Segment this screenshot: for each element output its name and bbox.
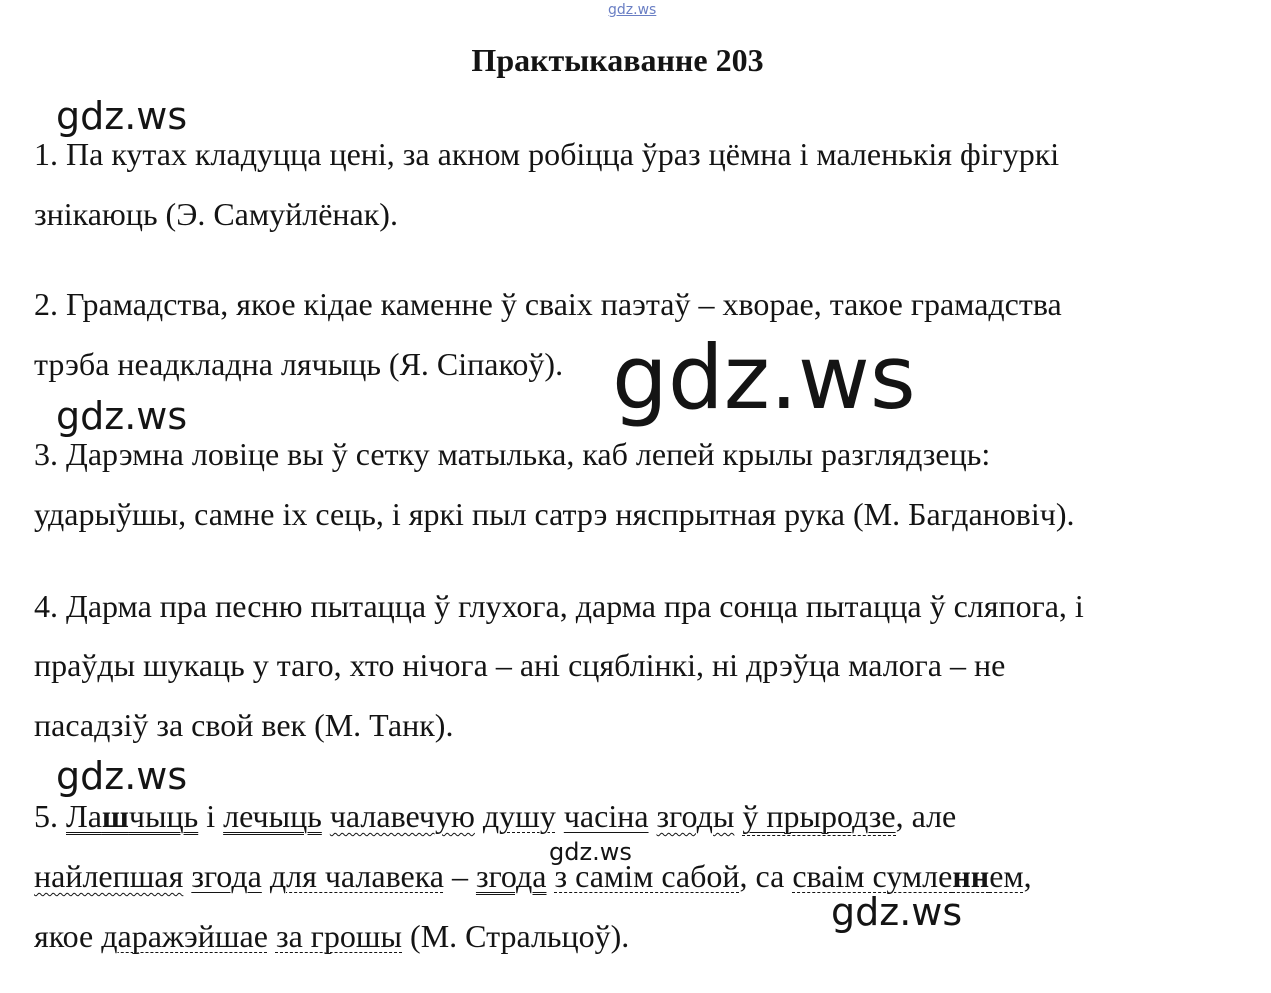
text-fragment: якое: [34, 918, 94, 954]
watermark: gdz.ws: [56, 94, 188, 138]
exercise-sentence-1-line-1: 1. Па кутах кладуцца цені, за акном робіцца ўраз цёмна і маленькія фігуркі: [34, 136, 1060, 172]
sentence-number: 5.: [34, 798, 58, 834]
page-title: Практыкаванне 203: [471, 42, 764, 78]
predicate-underlined: згода: [475, 858, 547, 894]
object-underlined: душу: [482, 798, 556, 834]
subject-underlined: часіна: [563, 798, 649, 834]
watermark: gdz.ws: [56, 754, 188, 798]
attribute-underlined: згоды: [656, 798, 735, 834]
exercise-sentence-1-line-2: знікаюць (Э. Самуйлёнак).: [34, 196, 398, 232]
conjunction: і: [206, 798, 216, 834]
predicate-underlined: лечыць: [223, 798, 322, 834]
exercise-sentence-2-line-1: 2. Грамадства, якое кідае каменне ў сваіх паэтаў – хворае, такое грамадства: [34, 286, 1062, 322]
watermark: gdz.ws: [56, 394, 188, 438]
adverbial-underlined: ў прыродзе: [742, 798, 896, 834]
attribute-underlined: чалавечую: [329, 798, 475, 834]
text-fragment: , але: [895, 798, 957, 834]
exercise-sentence-4-line-2: праўды шукаць у таго, хто нічога – ані сцяблінкі, ні дрэўца малога – не: [34, 647, 1006, 683]
object-underlined: за грошы: [275, 918, 403, 954]
object-underlined: даражэйшае: [101, 918, 268, 954]
dash: –: [451, 858, 468, 894]
watermark-top: gdz.ws: [608, 2, 657, 18]
exercise-sentence-4-line-1: 4. Дарма пра песню пытацца ў глухога, дарма пра сонца пытацца ў сляпога, і: [34, 588, 1084, 624]
object-underlined: сваім сумленнем: [792, 858, 1024, 894]
text-fragment: , са: [739, 858, 785, 894]
predicate-underlined: Лашчыць: [66, 798, 199, 834]
watermark: gdz.ws: [831, 890, 963, 934]
object-underlined: з самім сабой: [554, 858, 740, 894]
exercise-sentence-3-line-1: 3. Дарэмна ловіце вы ў сетку матылька, каб лепей крылы разглядзець:: [34, 436, 991, 472]
watermark-small: gdz.ws: [549, 838, 632, 866]
exercise-sentence-5-line-1: [34, 798, 956, 835]
text-fragment: (М. Стральцоў).: [410, 918, 630, 954]
object-underlined: для чалавека: [269, 858, 444, 894]
watermark-large: gdz.ws: [612, 326, 916, 429]
exercise-sentence-5-line-3: [34, 918, 629, 955]
exercise-sentence-3-line-2: ударыўшы, самне іх сець, і яркі пыл сатрэ няспрытная рука (М. Багдановіч).: [34, 496, 1075, 532]
subject-underlined: згода: [191, 858, 262, 894]
attribute-underlined: найлепшая: [34, 858, 184, 894]
exercise-sentence-2-line-2: трэба неадкладна лячыць (Я. Сіпакоў).: [34, 346, 564, 382]
text-fragment: ,: [1023, 858, 1032, 894]
exercise-sentence-4-line-3: пасадзіў за свой век (М. Танк).: [34, 707, 454, 743]
